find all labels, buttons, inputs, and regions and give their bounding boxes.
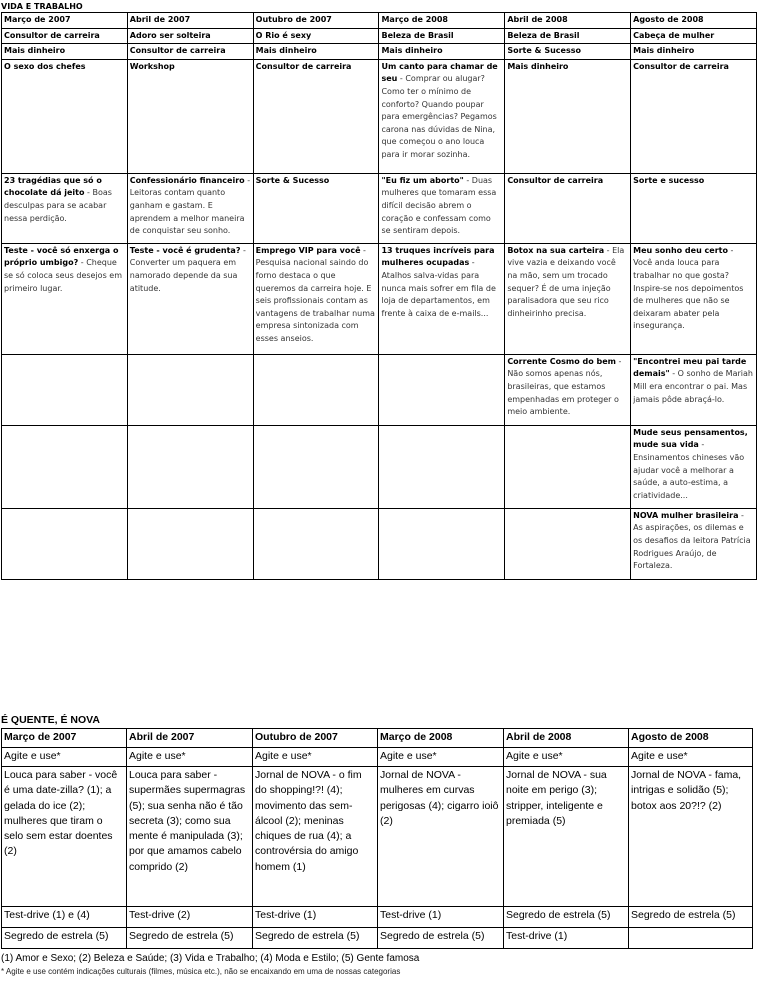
table-cell: Mais dinheiro bbox=[631, 44, 757, 60]
article-title: Mude seus pensamentos, mude sua vida bbox=[633, 427, 748, 450]
table-row bbox=[2, 748, 753, 767]
table-cell bbox=[127, 59, 253, 173]
article-description: - Leitoras contam quanto ganham e gastam. E aprendem a melhor maneira de conquistar seu sonho. bbox=[129, 175, 251, 236]
article-title: NOVA mulher brasileira bbox=[633, 510, 739, 520]
table-cell bbox=[379, 425, 505, 508]
article-title: Mais dinheiro bbox=[507, 61, 569, 71]
table-cell: Agosto de 2008 bbox=[629, 729, 753, 748]
table-cell: Beleza de Brasil bbox=[379, 28, 505, 44]
article-description: - Não somos apenas nós, brasileiras, que estamos empenhadas em proteger o meio ambiente. bbox=[507, 356, 622, 417]
table-cell: Agite e use* bbox=[127, 748, 253, 767]
article-title: Um canto para chamar de seu bbox=[381, 61, 498, 84]
article-description: - Cheque se só coloca seus desejos em primeiro lugar. bbox=[4, 258, 122, 293]
table-cell bbox=[505, 59, 631, 173]
table-cell bbox=[505, 173, 631, 243]
article-title: Corrente Cosmo do bem bbox=[507, 356, 616, 366]
table-cell bbox=[253, 425, 379, 508]
table-cell bbox=[379, 354, 505, 425]
table-cell: Mais dinheiro bbox=[253, 44, 379, 60]
table-cell bbox=[2, 508, 128, 579]
table-cell bbox=[2, 59, 128, 173]
table-cell bbox=[505, 508, 631, 579]
table-cell: Test-drive (1) bbox=[253, 907, 378, 928]
article-description: - Converter um paquera em namorado depende da sua atitude. bbox=[129, 245, 246, 293]
article-description: - Ensinamentos chineses vão ajudar você a melhorar a saúde, a auto-estima, a criatividade... bbox=[633, 440, 745, 500]
table-cell: Segredo de estrela (5) bbox=[127, 928, 253, 949]
table-cell: Março de 2007 bbox=[2, 729, 127, 748]
article-title: Teste - você é grudenta? bbox=[129, 245, 241, 255]
table-cell bbox=[127, 354, 253, 425]
article-title: "Eu fiz um aborto" bbox=[381, 175, 464, 185]
table-cell bbox=[2, 243, 128, 354]
table-cell bbox=[505, 425, 631, 508]
table-cell bbox=[253, 59, 379, 173]
article-title: Emprego VIP para você bbox=[255, 245, 361, 255]
table-cell: Agite e use* bbox=[253, 748, 378, 767]
table-cell bbox=[631, 59, 757, 173]
table-cell: Agosto de 2008 bbox=[631, 13, 757, 29]
table-row bbox=[2, 59, 757, 173]
table-cell: Abril de 2007 bbox=[127, 13, 253, 29]
table-cell: Outubro de 2007 bbox=[253, 729, 378, 748]
table-cell bbox=[127, 508, 253, 579]
article-title: Botox na sua carteira bbox=[507, 245, 605, 255]
table-cell: Louca para saber - você é uma date-zilla? (1); a gelada do ice (2); mulheres que tiram o selo sem estar doentes (2) bbox=[2, 767, 127, 907]
article-title: O sexo dos chefes bbox=[4, 61, 86, 71]
table-cell: Cabeça de mulher bbox=[631, 28, 757, 44]
section-title: VIDA E TRABALHO bbox=[1, 2, 83, 11]
article-title: Consultor de carreira bbox=[255, 61, 352, 71]
table-cell: Test-drive (1) e (4) bbox=[2, 907, 127, 928]
footnote: * Agite e use contém indicações culturais (filmes, música etc.), não se encaixando em uma de nossas categorias bbox=[1, 967, 401, 976]
table-cell: Sorte & Sucesso bbox=[505, 44, 631, 60]
table-row bbox=[2, 508, 757, 579]
table-cell: Abril de 2007 bbox=[127, 729, 253, 748]
table-cell: Março de 2008 bbox=[378, 729, 504, 748]
table-cell: Jornal de NOVA - mulheres em curvas perigosas (4); cigarro ioiô (2) bbox=[378, 767, 504, 907]
table-cell: Março de 2007 bbox=[2, 13, 128, 29]
table-row bbox=[2, 354, 757, 425]
table-cell bbox=[127, 173, 253, 243]
table-cell: Segredo de estrela (5) bbox=[2, 928, 127, 949]
table-cell: Consultor de carreira bbox=[127, 44, 253, 60]
header-row bbox=[2, 729, 753, 748]
table-cell bbox=[379, 508, 505, 579]
table-cell: Agite e use* bbox=[504, 748, 629, 767]
article-title: 13 truques incríveis para mulheres ocupadas bbox=[381, 245, 495, 268]
article-description: - Pesquisa nacional saindo do forno destaca o que queremos da carreira hoje. E seis profissionais contam as vantagens de trabalhar numa empresa sintonizada com esses anseios. bbox=[255, 245, 375, 343]
table-cell: O Rio é sexy bbox=[253, 28, 379, 44]
schedule-table bbox=[1, 12, 757, 580]
article-title: Workshop bbox=[129, 61, 175, 71]
section-title: É QUENTE, É NOVA bbox=[1, 714, 100, 726]
table-cell: Beleza de Brasil bbox=[505, 28, 631, 44]
table-row bbox=[2, 767, 753, 907]
table-cell bbox=[127, 425, 253, 508]
table-cell: Abril de 2008 bbox=[504, 729, 629, 748]
article-title: Consultor de carreira bbox=[633, 61, 729, 71]
table-cell bbox=[631, 243, 757, 354]
article-title: Sorte e sucesso bbox=[633, 175, 705, 185]
table-cell bbox=[2, 425, 128, 508]
table-cell: Agite e use* bbox=[629, 748, 753, 767]
article-title: Sorte & Sucesso bbox=[255, 175, 330, 185]
table-cell bbox=[253, 508, 379, 579]
article-description: - Atalhos salva-vidas para nunca mais sofrer em fila de loja de departamentos, em frente à caixa de e-mails... bbox=[381, 258, 496, 318]
table-cell: Consultor de carreira bbox=[2, 28, 128, 44]
table-cell bbox=[253, 354, 379, 425]
section-vida-e-trabalho bbox=[1, 1, 757, 580]
table-cell bbox=[379, 243, 505, 354]
header-row bbox=[2, 13, 757, 29]
article-description: - O sonho de Mariah Mill era encontrar o pai. Mas jamais pôde abraçá-lo. bbox=[633, 369, 753, 404]
table-cell: Adoro ser solteira bbox=[127, 28, 253, 44]
table-row bbox=[2, 173, 757, 243]
table-cell: Segredo de estrela (5) bbox=[629, 907, 753, 928]
table-cell: Jornal de NOVA - sua noite em perigo (3); stripper, inteligente e premiada (5) bbox=[504, 767, 629, 907]
table-cell bbox=[505, 354, 631, 425]
table-cell bbox=[127, 243, 253, 354]
table-cell bbox=[631, 354, 757, 425]
article-description: - As aspirações, os dilemas e os desafios da leitora Patrícia Rodrigues Araújo, de Fortaleza. bbox=[633, 510, 751, 571]
table-cell: Agite e use* bbox=[2, 748, 127, 767]
table-cell: Abril de 2008 bbox=[505, 13, 631, 29]
table-cell: Março de 2008 bbox=[379, 13, 505, 29]
table-cell: Louca para saber - supermães supermagras (5); sua senha não é tão secreta (3); como sua mente é manipulada (3); por que amamos cabelo comprido (2) bbox=[127, 767, 253, 907]
category-legend: (1) Amor e Sexo; (2) Beleza e Saúde; (3) Vida e Trabalho; (4) Moda e Estilo; (5) Gente famosa bbox=[1, 953, 420, 964]
article-description: - Ela vive vazia e deixando você na mão, sem um trocado sequer? É de uma injeção paralisadora que seu rico dinheirinho precisa. bbox=[507, 245, 625, 318]
table-cell: Agite e use* bbox=[378, 748, 504, 767]
table-cell bbox=[505, 243, 631, 354]
section-e-quente-e-nova bbox=[1, 712, 753, 978]
table-cell bbox=[2, 354, 128, 425]
notes bbox=[1, 951, 753, 978]
article-title: "Encontrei meu pai tarde demais" bbox=[633, 356, 747, 379]
article-title: Confessionário financeiro bbox=[129, 175, 245, 185]
table-cell bbox=[253, 243, 379, 354]
table-row bbox=[2, 28, 757, 44]
table-cell: Segredo de estrela (5) bbox=[504, 907, 629, 928]
article-title: 23 tragédias que só o chocolate dá jeito bbox=[4, 175, 102, 198]
table-cell: Jornal de NOVA - fama, intrigas e solidão (5); botox aos 20?!? (2) bbox=[629, 767, 753, 907]
article-title: Consultor de carreira bbox=[507, 175, 604, 185]
table-cell: Segredo de estrela (5) bbox=[253, 928, 378, 949]
table-row bbox=[2, 44, 757, 60]
table-cell: Test-drive (1) bbox=[378, 907, 504, 928]
table-row bbox=[2, 425, 757, 508]
table-cell bbox=[631, 425, 757, 508]
table-cell: Test-drive (2) bbox=[127, 907, 253, 928]
table-cell: Outubro de 2007 bbox=[253, 13, 379, 29]
table-cell bbox=[631, 508, 757, 579]
table-row bbox=[2, 928, 753, 949]
table-cell bbox=[379, 59, 505, 173]
article-description: - Boas desculpas para se acabar nessa perdição. bbox=[4, 188, 112, 223]
table-cell: Segredo de estrela (5) bbox=[378, 928, 504, 949]
table-cell: Mais dinheiro bbox=[2, 44, 128, 60]
article-description: - Comprar ou alugar? Como ter o mínimo de conforto? Quando poupar para emergências? Pegamos carona nas dúvidas de Nina, que começou o ano louca para ir morar sozinha. bbox=[381, 74, 497, 159]
table-cell bbox=[631, 173, 757, 243]
table-cell bbox=[253, 173, 379, 243]
table-cell: Test-drive (1) bbox=[504, 928, 629, 949]
article-title: Teste - você só enxerga o próprio umbigo? bbox=[4, 245, 119, 268]
table-row bbox=[2, 243, 757, 354]
table-cell bbox=[379, 173, 505, 243]
table-cell: Mais dinheiro bbox=[379, 44, 505, 60]
schedule-table bbox=[1, 728, 753, 949]
article-title: Meu sonho deu certo bbox=[633, 245, 728, 255]
empty-cell bbox=[629, 928, 753, 949]
table-row bbox=[2, 907, 753, 928]
article-description: - Duas mulheres que tomaram essa difícil decisão abrem o coração e confessam como se sentiram depois. bbox=[381, 175, 497, 236]
article-description: - Você anda louca para trabalhar no que gosta? Inspire-se nos depoimentos de mulheres que não se deixaram abater pela insegurança. bbox=[633, 245, 744, 331]
table-cell bbox=[2, 173, 128, 243]
table-cell: Jornal de NOVA - o fim do shopping!?! (4); movimento das sem-álcool (2); meninas chiques de rua (4); a controvérsia do amigo homem (1) bbox=[253, 767, 378, 907]
